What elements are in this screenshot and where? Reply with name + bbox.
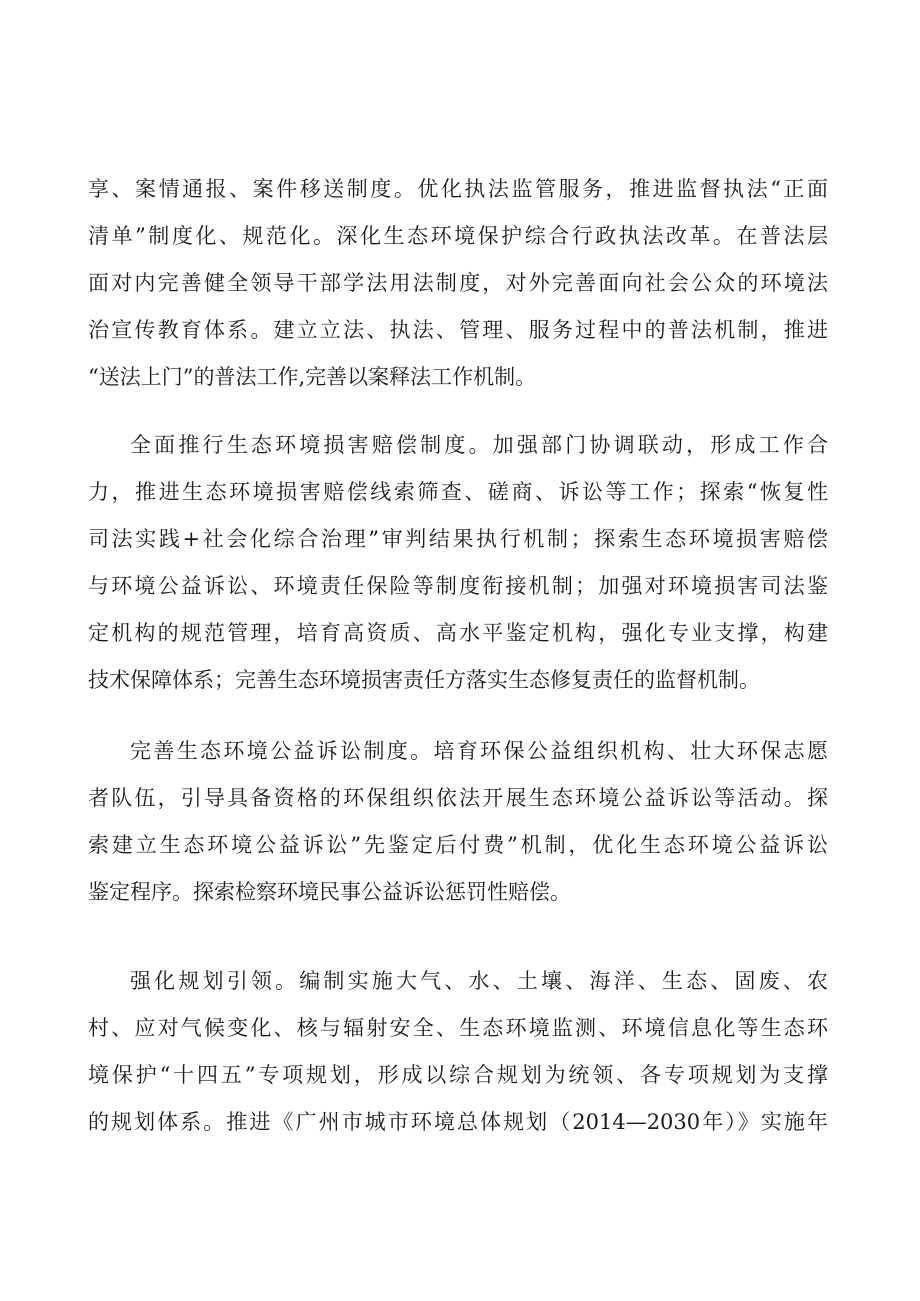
paragraph-1-line-4: 治宣传教育体系。建立立法、执法、管理、服务过程中的普法机制，推进 <box>88 318 828 342</box>
paragraph-2-line-4: 与环境公益诉讼、环境责任保险等制度衔接机制；加强对环境损害司法鉴 <box>88 574 828 598</box>
paragraph-4-line-2: 村、应对气候变化、核与辐射安全、生态环境监测、环境信息化等生态环 <box>88 1016 828 1040</box>
paragraph-2-line-6: 技术保障体系；完善生态环境损害责任方落实生态修复责任的监督机制。 <box>88 668 760 692</box>
paragraph-1-line-1: 享、案情通报、案件移送制度。优化执法监管服务，推进监督执法“正面 <box>88 177 828 201</box>
paragraph-3-line-1: 完善生态环境公益诉讼制度。培育环保公益组织机构、壮大环保志愿 <box>130 739 828 763</box>
paragraph-2-line-3: 司法实践+社会化综合治理”审判结果执行机制；探索生态环境损害赔偿 <box>88 527 828 551</box>
paragraph-2-line-1: 全面推行生态环境损害赔偿制度。加强部门协调联动，形成工作合 <box>130 433 828 457</box>
paragraph-3-line-4: 鉴定程序。探索检察环境民事公益诉讼惩罚性赔偿。 <box>88 880 571 904</box>
paragraph-4-line-4: 的规划体系。推进《广州市城市环境总体规划（2014—2030年）》实施年 <box>88 1110 828 1134</box>
paragraph-2-line-5: 定机构的规范管理，培育高资质、高水平鉴定机构，强化专业支撑，构建 <box>88 621 828 645</box>
paragraph-4-line-3: 境保护“十四五”专项规划，形成以综合规划为统领、各专项规划为支撑 <box>88 1063 828 1087</box>
paragraph-1-line-5: “送法上门”的普法工作,完善以案释法工作机制。 <box>88 365 537 389</box>
paragraph-1-line-2: 清单”制度化、规范化。深化生态环境保护综合行政执法改革。在普法层 <box>88 224 828 248</box>
paragraph-3-line-2: 者队伍，引导具备资格的环保组织依法开展生态环境公益诉讼等活动。探 <box>88 786 828 810</box>
paragraph-3-line-3: 索建立生态环境公益诉讼”先鉴定后付费”机制，优化生态环境公益诉讼 <box>88 833 828 857</box>
paragraph-2-line-2: 力，推进生态环境损害赔偿线索筛查、磋商、诉讼等工作；探索“恢复性 <box>88 480 828 504</box>
paragraph-1-line-3: 面对内完善健全领导干部学法用法制度，对外完善面向社会公众的环境法 <box>88 271 828 295</box>
paragraph-4-line-1: 强化规划引领。编制实施大气、水、土壤、海洋、生态、固废、农 <box>130 969 828 993</box>
